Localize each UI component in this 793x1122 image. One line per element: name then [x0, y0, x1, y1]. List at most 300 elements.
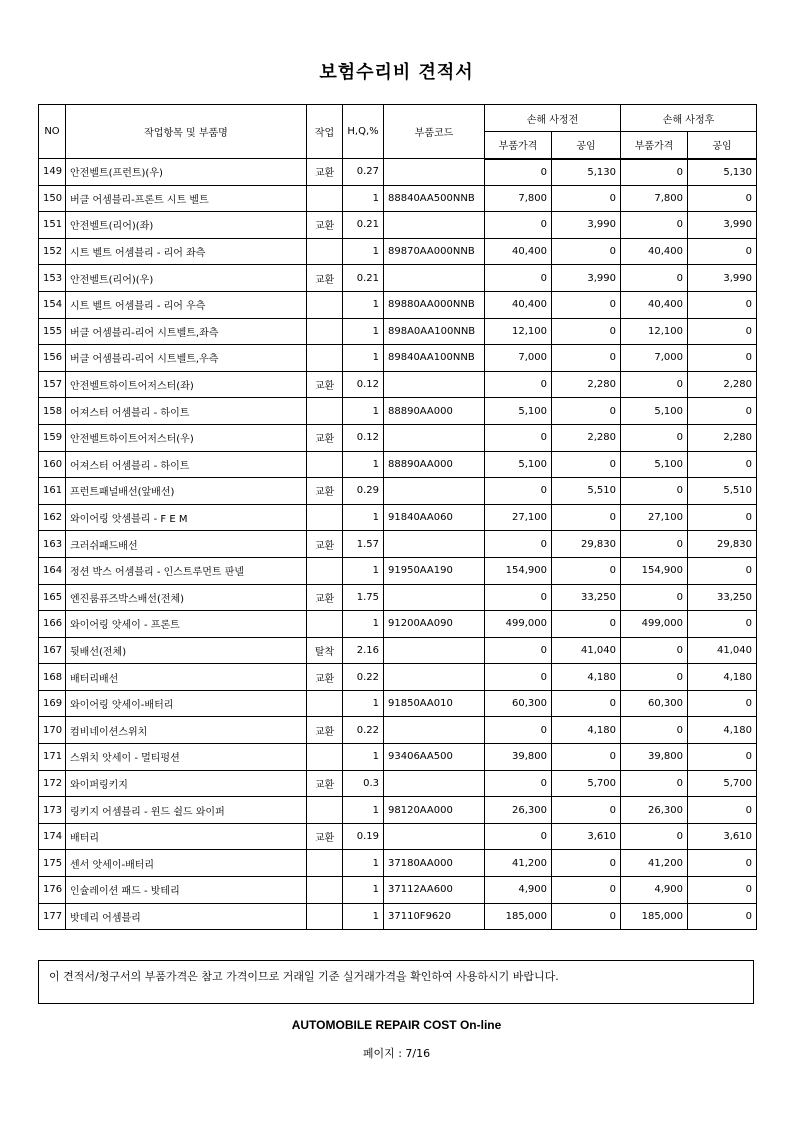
row-item-name: 와이어링 앗세이-배터리 — [66, 690, 307, 717]
row-no: 163 — [39, 531, 66, 558]
row-no: 159 — [39, 424, 66, 451]
row-hq: 1 — [343, 690, 384, 717]
row-item-name: 밧데리 어셈블리 — [66, 903, 307, 930]
header-work: 작업 — [307, 105, 343, 159]
row-price-after: 27,100 — [621, 504, 688, 531]
row-price-before: 27,100 — [485, 504, 552, 531]
row-no: 150 — [39, 185, 66, 212]
row-part-code: 91950AA190 — [384, 557, 485, 584]
row-work — [307, 611, 343, 638]
row-price-after: 0 — [621, 531, 688, 558]
row-price-before: 41,200 — [485, 850, 552, 877]
row-part-code: 91850AA010 — [384, 690, 485, 717]
row-work — [307, 504, 343, 531]
row-no: 174 — [39, 823, 66, 850]
row-part-code — [384, 717, 485, 744]
table-row — [39, 318, 757, 345]
row-labor-after: 2,280 — [688, 424, 757, 451]
row-hq: 1 — [343, 291, 384, 318]
row-item-name: 배터리배선 — [66, 664, 307, 691]
row-labor-before: 3,990 — [552, 265, 621, 292]
row-price-before: 39,800 — [485, 744, 552, 771]
row-hq: 0.22 — [343, 664, 384, 691]
row-item-name: 센서 앗세이-배터리 — [66, 850, 307, 877]
row-part-code: 37110F9620 — [384, 903, 485, 930]
row-price-before: 0 — [485, 717, 552, 744]
row-item-name: 안전벨트(리어)(우) — [66, 265, 307, 292]
row-hq: 1 — [343, 557, 384, 584]
row-labor-after: 5,700 — [688, 770, 757, 797]
header-no: NO — [39, 105, 66, 159]
row-work: 교환 — [307, 770, 343, 797]
row-hq: 1.57 — [343, 531, 384, 558]
header-labor-after: 공임 — [688, 132, 757, 159]
row-part-code: 89870AA000NNB — [384, 238, 485, 265]
document-title: 보험수리비 견적서 — [319, 62, 474, 83]
row-labor-after: 3,610 — [688, 823, 757, 850]
row-no: 153 — [39, 265, 66, 292]
row-price-before: 0 — [485, 637, 552, 664]
row-price-before: 0 — [485, 212, 552, 239]
row-labor-before: 2,280 — [552, 371, 621, 398]
row-labor-before: 4,180 — [552, 717, 621, 744]
row-item-name: 정션 박스 어셈블리 - 인스트루먼트 판넬 — [66, 557, 307, 584]
row-hq: 0.21 — [343, 265, 384, 292]
row-item-name: 스위치 앗세이 - 멀티펑션 — [66, 744, 307, 771]
row-no: 149 — [39, 159, 66, 186]
row-price-after: 7,000 — [621, 345, 688, 372]
row-labor-before: 0 — [552, 557, 621, 584]
price-notice: 이 견적서/청구서의 부품가격은 참고 가격이므로 거래일 기준 실거래가격을 확인하여 사용하시기 바랍니다. — [38, 960, 754, 1004]
table-row — [39, 823, 757, 850]
row-part-code — [384, 770, 485, 797]
row-labor-before: 5,130 — [552, 159, 621, 186]
row-part-code — [384, 265, 485, 292]
table-row — [39, 531, 757, 558]
row-price-before: 0 — [485, 770, 552, 797]
row-price-before: 0 — [485, 371, 552, 398]
row-labor-before: 5,700 — [552, 770, 621, 797]
row-hq: 1.75 — [343, 584, 384, 611]
row-work: 교환 — [307, 664, 343, 691]
row-labor-before: 2,280 — [552, 424, 621, 451]
row-item-name: 버클 어셈블리-리어 시트벨트,좌측 — [66, 318, 307, 345]
row-labor-before: 0 — [552, 451, 621, 478]
row-no: 161 — [39, 478, 66, 505]
row-part-code — [384, 371, 485, 398]
row-labor-before: 4,180 — [552, 664, 621, 691]
row-item-name: 와이어링 앗세이 - 프론트 — [66, 611, 307, 638]
row-price-before: 499,000 — [485, 611, 552, 638]
row-price-after: 0 — [621, 478, 688, 505]
table-row — [39, 744, 757, 771]
row-labor-after: 0 — [688, 797, 757, 824]
row-part-code — [384, 424, 485, 451]
row-price-before: 0 — [485, 265, 552, 292]
row-no: 156 — [39, 345, 66, 372]
row-item-name: 와이어링 앗셈블리 - F E M — [66, 504, 307, 531]
row-work — [307, 557, 343, 584]
row-hq: 1 — [343, 850, 384, 877]
row-hq: 0.29 — [343, 478, 384, 505]
table-row — [39, 637, 757, 664]
row-labor-after: 4,180 — [688, 717, 757, 744]
row-work: 교환 — [307, 531, 343, 558]
row-price-before: 0 — [485, 584, 552, 611]
row-labor-before: 0 — [552, 797, 621, 824]
row-work — [307, 451, 343, 478]
row-item-name: 시트 벨트 어셈블리 - 리어 우측 — [66, 291, 307, 318]
row-price-after: 60,300 — [621, 690, 688, 717]
row-work: 교환 — [307, 159, 343, 186]
row-part-code: 91200AA090 — [384, 611, 485, 638]
row-price-after: 0 — [621, 823, 688, 850]
row-hq: 1 — [343, 345, 384, 372]
table-row — [39, 903, 757, 930]
row-work — [307, 291, 343, 318]
table-row — [39, 371, 757, 398]
row-labor-before: 0 — [552, 611, 621, 638]
table-row — [39, 690, 757, 717]
table-row — [39, 159, 757, 186]
table-row — [39, 850, 757, 877]
row-price-after: 0 — [621, 717, 688, 744]
row-work — [307, 744, 343, 771]
row-price-before: 0 — [485, 823, 552, 850]
row-no: 152 — [39, 238, 66, 265]
row-part-code: 91840AA060 — [384, 504, 485, 531]
table-row — [39, 291, 757, 318]
row-hq: 0.22 — [343, 717, 384, 744]
row-labor-after: 4,180 — [688, 664, 757, 691]
row-hq: 1 — [343, 611, 384, 638]
table-row — [39, 238, 757, 265]
row-hq: 0.21 — [343, 212, 384, 239]
row-hq: 0.12 — [343, 424, 384, 451]
row-labor-before: 0 — [552, 345, 621, 372]
row-price-before: 154,900 — [485, 557, 552, 584]
row-labor-after: 0 — [688, 903, 757, 930]
table-row — [39, 504, 757, 531]
header-price-before: 부품가격 — [485, 132, 552, 159]
row-price-after: 4,900 — [621, 877, 688, 904]
row-price-after: 5,100 — [621, 398, 688, 425]
row-labor-after: 5,130 — [688, 159, 757, 186]
row-hq: 1 — [343, 238, 384, 265]
row-price-after: 40,400 — [621, 238, 688, 265]
row-work: 탈착 — [307, 637, 343, 664]
row-price-after: 0 — [621, 637, 688, 664]
row-work: 교환 — [307, 265, 343, 292]
row-labor-before: 0 — [552, 185, 621, 212]
row-part-code — [384, 637, 485, 664]
row-price-before: 5,100 — [485, 451, 552, 478]
footer-brand: AUTOMOBILE REPAIR COST On-line — [291, 1018, 502, 1032]
row-no: 175 — [39, 850, 66, 877]
row-price-before: 0 — [485, 478, 552, 505]
row-price-before: 7,000 — [485, 345, 552, 372]
row-price-after: 0 — [621, 424, 688, 451]
row-work: 교환 — [307, 424, 343, 451]
row-part-code — [384, 664, 485, 691]
row-part-code: 898A0AA100NNB — [384, 318, 485, 345]
row-work: 교환 — [307, 584, 343, 611]
row-price-before: 0 — [485, 664, 552, 691]
table-row — [39, 611, 757, 638]
row-work: 교환 — [307, 212, 343, 239]
row-price-after: 0 — [621, 664, 688, 691]
row-no: 154 — [39, 291, 66, 318]
row-work — [307, 690, 343, 717]
row-part-code — [384, 823, 485, 850]
row-labor-after: 0 — [688, 744, 757, 771]
row-labor-before: 0 — [552, 504, 621, 531]
row-item-name: 버클 어셈블리-리어 시트벨트,우측 — [66, 345, 307, 372]
row-price-after: 0 — [621, 371, 688, 398]
row-no: 167 — [39, 637, 66, 664]
table-body — [39, 159, 757, 930]
row-no: 171 — [39, 744, 66, 771]
row-labor-after: 0 — [688, 504, 757, 531]
row-item-name: 버클 어셈블리-프론트 시트 벨트 — [66, 185, 307, 212]
row-labor-before: 0 — [552, 744, 621, 771]
row-price-before: 185,000 — [485, 903, 552, 930]
row-labor-after: 2,280 — [688, 371, 757, 398]
row-no: 162 — [39, 504, 66, 531]
table-row — [39, 478, 757, 505]
table-row — [39, 877, 757, 904]
header-hq: H,Q,% — [343, 105, 384, 159]
row-work — [307, 318, 343, 345]
row-part-code — [384, 584, 485, 611]
row-hq: 1 — [343, 504, 384, 531]
row-price-after: 39,800 — [621, 744, 688, 771]
row-part-code: 98120AA000 — [384, 797, 485, 824]
row-item-name: 배터리 — [66, 823, 307, 850]
row-labor-after: 0 — [688, 557, 757, 584]
row-work — [307, 877, 343, 904]
row-labor-after: 3,990 — [688, 265, 757, 292]
row-price-after: 0 — [621, 212, 688, 239]
header-after-adjustment: 손해 사정후 — [621, 105, 757, 132]
row-labor-before: 29,830 — [552, 531, 621, 558]
row-labor-after: 0 — [688, 690, 757, 717]
row-item-name: 안전벨트하이트어저스터(좌) — [66, 371, 307, 398]
row-labor-before: 0 — [552, 398, 621, 425]
row-price-before: 7,800 — [485, 185, 552, 212]
row-no: 168 — [39, 664, 66, 691]
row-price-before: 60,300 — [485, 690, 552, 717]
row-work — [307, 903, 343, 930]
row-hq: 0.27 — [343, 159, 384, 186]
row-labor-after: 0 — [688, 611, 757, 638]
row-price-after: 154,900 — [621, 557, 688, 584]
row-item-name: 와이퍼링키지 — [66, 770, 307, 797]
row-hq: 1 — [343, 903, 384, 930]
row-labor-before: 3,610 — [552, 823, 621, 850]
row-hq: 0.12 — [343, 371, 384, 398]
row-no: 164 — [39, 557, 66, 584]
estimate-table — [38, 104, 757, 930]
row-labor-after: 3,990 — [688, 212, 757, 239]
row-item-name: 엔진룸퓨즈박스배선(전체) — [66, 584, 307, 611]
row-no: 177 — [39, 903, 66, 930]
table-row — [39, 424, 757, 451]
row-no: 165 — [39, 584, 66, 611]
row-no: 173 — [39, 797, 66, 824]
row-no: 157 — [39, 371, 66, 398]
row-labor-after: 33,250 — [688, 584, 757, 611]
row-price-before: 4,900 — [485, 877, 552, 904]
row-labor-before: 5,510 — [552, 478, 621, 505]
header-labor-before: 공임 — [552, 132, 621, 159]
row-price-after: 185,000 — [621, 903, 688, 930]
row-hq: 1 — [343, 398, 384, 425]
header-part-code: 부품코드 — [384, 105, 485, 159]
row-no: 176 — [39, 877, 66, 904]
row-part-code: 88840AA500NNB — [384, 185, 485, 212]
row-labor-before: 0 — [552, 690, 621, 717]
row-item-name: 어져스터 어셈블리 - 하이트 — [66, 451, 307, 478]
row-part-code: 93406AA500 — [384, 744, 485, 771]
row-no: 158 — [39, 398, 66, 425]
row-work — [307, 797, 343, 824]
row-part-code: 37180AA000 — [384, 850, 485, 877]
row-work — [307, 850, 343, 877]
row-price-after: 5,100 — [621, 451, 688, 478]
row-item-name: 인슐레이션 패드 - 밧테리 — [66, 877, 307, 904]
row-price-after: 41,200 — [621, 850, 688, 877]
row-item-name: 어져스터 어셈블리 - 하이트 — [66, 398, 307, 425]
page-number: 페이지 : 7/16 — [362, 1047, 431, 1060]
header-before-adjustment: 손해 사정전 — [485, 105, 621, 132]
table-row — [39, 451, 757, 478]
row-item-name: 안전벨트(리어)(좌) — [66, 212, 307, 239]
row-hq: 0.19 — [343, 823, 384, 850]
row-no: 169 — [39, 690, 66, 717]
table-row — [39, 345, 757, 372]
header-price-after: 부품가격 — [621, 132, 688, 159]
row-labor-before: 0 — [552, 903, 621, 930]
row-price-after: 0 — [621, 265, 688, 292]
row-item-name: 크러쉬패드배선 — [66, 531, 307, 558]
row-item-name: 안전벨트(프런트)(우) — [66, 159, 307, 186]
row-part-code — [384, 478, 485, 505]
row-hq: 2.16 — [343, 637, 384, 664]
row-price-after: 0 — [621, 159, 688, 186]
table-row — [39, 557, 757, 584]
table-row — [39, 664, 757, 691]
row-hq: 1 — [343, 318, 384, 345]
table-row — [39, 265, 757, 292]
row-part-code — [384, 159, 485, 186]
row-labor-after: 0 — [688, 345, 757, 372]
row-part-code: 89880AA000NNB — [384, 291, 485, 318]
row-labor-before: 3,990 — [552, 212, 621, 239]
row-item-name: 뒷배선(전체) — [66, 637, 307, 664]
row-item-name: 링키지 어셈블리 - 윈드 쉴드 와이퍼 — [66, 797, 307, 824]
row-hq: 0.3 — [343, 770, 384, 797]
row-labor-before: 41,040 — [552, 637, 621, 664]
row-item-name: 안전벨트하이트어저스터(우) — [66, 424, 307, 451]
row-price-before: 26,300 — [485, 797, 552, 824]
row-labor-before: 33,250 — [552, 584, 621, 611]
row-work: 교환 — [307, 371, 343, 398]
row-part-code — [384, 531, 485, 558]
row-labor-after: 0 — [688, 877, 757, 904]
row-hq: 1 — [343, 185, 384, 212]
row-price-after: 0 — [621, 770, 688, 797]
row-price-after: 40,400 — [621, 291, 688, 318]
row-price-after: 0 — [621, 584, 688, 611]
row-hq: 1 — [343, 744, 384, 771]
row-part-code: 88890AA000 — [384, 398, 485, 425]
row-no: 170 — [39, 717, 66, 744]
header-item-name: 작업항목 및 부품명 — [66, 105, 307, 159]
row-no: 155 — [39, 318, 66, 345]
row-work — [307, 185, 343, 212]
row-no: 166 — [39, 611, 66, 638]
row-work: 교환 — [307, 823, 343, 850]
row-labor-after: 0 — [688, 238, 757, 265]
row-hq: 1 — [343, 877, 384, 904]
row-no: 151 — [39, 212, 66, 239]
row-labor-before: 0 — [552, 291, 621, 318]
row-labor-after: 0 — [688, 398, 757, 425]
row-labor-before: 0 — [552, 877, 621, 904]
row-item-name: 컴비네이션스위치 — [66, 717, 307, 744]
row-labor-after: 0 — [688, 185, 757, 212]
table-row — [39, 212, 757, 239]
row-price-before: 0 — [485, 531, 552, 558]
row-item-name: 프런트패널배선(앞배선) — [66, 478, 307, 505]
row-hq: 1 — [343, 451, 384, 478]
row-part-code: 89840AA100NNB — [384, 345, 485, 372]
table-row — [39, 717, 757, 744]
row-labor-after: 0 — [688, 318, 757, 345]
row-work — [307, 345, 343, 372]
row-price-after: 7,800 — [621, 185, 688, 212]
row-price-after: 12,100 — [621, 318, 688, 345]
row-part-code: 37112AA600 — [384, 877, 485, 904]
table-row — [39, 584, 757, 611]
row-labor-after: 0 — [688, 291, 757, 318]
row-no: 172 — [39, 770, 66, 797]
row-labor-before: 0 — [552, 850, 621, 877]
row-work — [307, 238, 343, 265]
row-labor-after: 0 — [688, 451, 757, 478]
table-row — [39, 770, 757, 797]
row-price-before: 0 — [485, 159, 552, 186]
row-labor-before: 0 — [552, 238, 621, 265]
row-work — [307, 398, 343, 425]
row-no: 160 — [39, 451, 66, 478]
row-price-before: 40,400 — [485, 238, 552, 265]
row-labor-after: 0 — [688, 850, 757, 877]
table-row — [39, 398, 757, 425]
row-item-name: 시트 벨트 어셈블리 - 리어 좌측 — [66, 238, 307, 265]
table-row — [39, 797, 757, 824]
row-part-code — [384, 212, 485, 239]
row-labor-after: 41,040 — [688, 637, 757, 664]
row-price-before: 40,400 — [485, 291, 552, 318]
row-work: 교환 — [307, 478, 343, 505]
row-labor-before: 0 — [552, 318, 621, 345]
table-row — [39, 185, 757, 212]
row-hq: 1 — [343, 797, 384, 824]
row-labor-after: 5,510 — [688, 478, 757, 505]
row-price-before: 0 — [485, 424, 552, 451]
